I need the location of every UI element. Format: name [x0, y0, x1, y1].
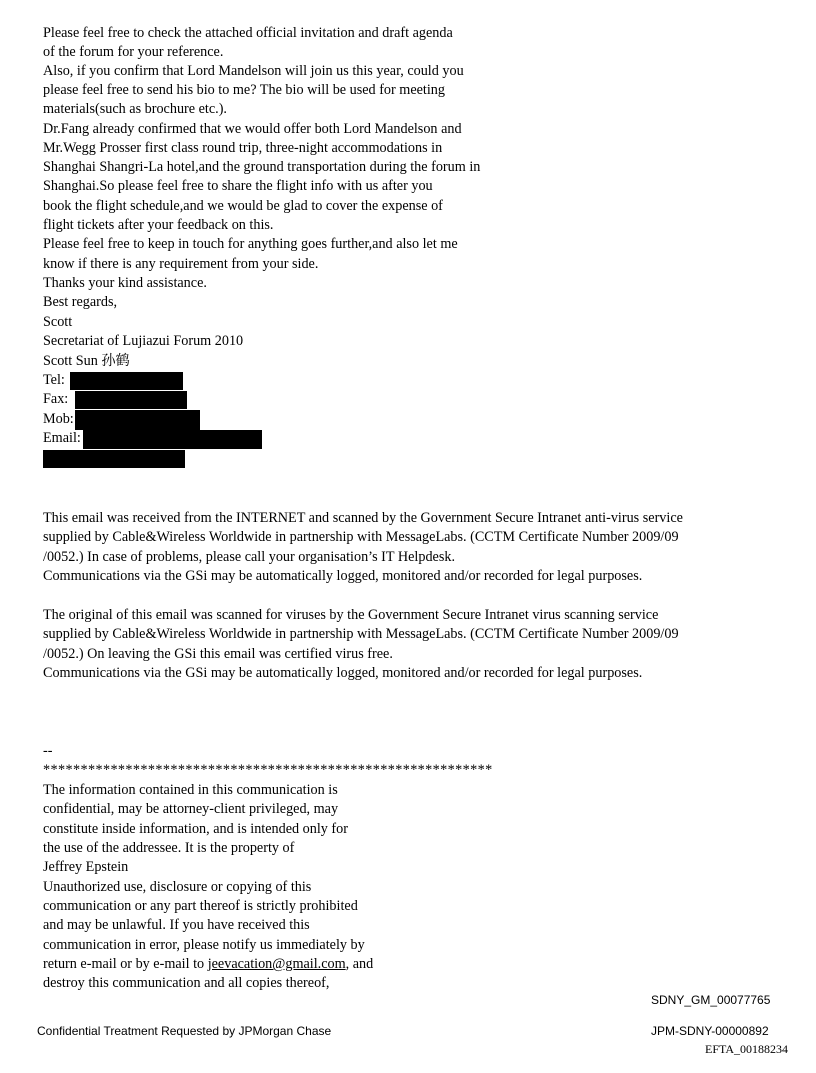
- body-line: Dr.Fang already confirmed that we would offer both Lord Mandelson and: [43, 121, 462, 137]
- notice-line: The original of this email was scanned for viruses by the Government Secure Intranet virus scanning service: [43, 607, 659, 623]
- notice-line: Communications via the GSi may be automatically logged, monitored and/or recorded for legal purposes.: [43, 568, 643, 584]
- body-line: please feel free to send his bio to me? The bio will be used for meeting: [43, 82, 445, 98]
- disclaimer-email-prefix: return e-mail or by e-mail to: [43, 956, 208, 972]
- body-line: know if there is any requirement from your side.: [43, 256, 319, 272]
- disclaimer-line: communication or any part thereof is strictly prohibited: [43, 898, 358, 914]
- body-line: Please feel free to keep in touch for anything goes further,and also let me: [43, 236, 458, 252]
- body-line: flight tickets after your feedback on this.: [43, 217, 274, 233]
- disclaimer-line: [43, 955, 373, 974]
- asterisk-divider: ************************************************************: [43, 762, 493, 778]
- disclaimer-email-suffix: , and: [345, 956, 374, 972]
- email-label: Email:: [43, 430, 81, 446]
- confidential-treatment-label: Confidential Treatment Requested by JPMorgan Chase: [37, 1024, 332, 1038]
- email-link[interactable]: jeevacation@gmail.com: [207, 956, 346, 972]
- redaction-block: [75, 410, 200, 430]
- body-line: Shanghai Shangri-La hotel,and the ground transportation during the forum in: [43, 159, 481, 175]
- body-line: Scott: [43, 314, 73, 330]
- disclaimer-line: Unauthorized use, disclosure or copying of this: [43, 879, 312, 895]
- body-line: Best regards,: [43, 294, 118, 310]
- body-line: Secretariat of Lujiazui Forum 2010: [43, 333, 244, 349]
- body-line: Also, if you confirm that Lord Mandelson will join us this year, could you: [43, 63, 464, 79]
- notice-line: Communications via the GSi may be automatically logged, monitored and/or recorded for legal purposes.: [43, 665, 643, 681]
- notice-line: /0052.) In case of problems, please call your organisation’s IT Helpdesk.: [43, 549, 455, 565]
- body-line: materials(such as brochure etc.).: [43, 101, 227, 117]
- fax-label: Fax:: [43, 391, 69, 407]
- disclaimer-line: constitute inside information, and is intended only for: [43, 821, 348, 837]
- efta-number: EFTA_00188234: [705, 1042, 789, 1056]
- notice-line: This email was received from the INTERNET and scanned by the Government Secure Intranet anti-virus service: [43, 510, 683, 526]
- redaction-block: [70, 372, 183, 390]
- redaction-block: [75, 391, 187, 409]
- disclaimer-line: the use of the addressee. It is the property of: [43, 840, 295, 856]
- body-line: Please feel free to check the attached official invitation and draft agenda: [43, 25, 453, 41]
- tel-label: Tel:: [43, 372, 65, 388]
- notice-line: /0052.) On leaving the GSi this email was certified virus free.: [43, 646, 393, 662]
- redaction-block: [83, 430, 262, 449]
- bates-number-jpm: JPM-SDNY-00000892: [651, 1024, 769, 1038]
- body-line: Scott Sun 孙鹤: [43, 353, 130, 369]
- body-line: book the flight schedule,and we would be glad to cover the expense of: [43, 198, 443, 214]
- body-line: of the forum for your reference.: [43, 44, 224, 60]
- signature-separator: --: [43, 743, 53, 759]
- disclaimer-line: and may be unlawful. If you have received this: [43, 917, 310, 933]
- disclaimer-line: The information contained in this communication is: [43, 782, 338, 798]
- mob-label: Mob:: [43, 411, 74, 427]
- bates-number-gm: SDNY_GM_00077765: [651, 993, 771, 1007]
- notice-line: supplied by Cable&Wireless Worldwide in partnership with MessageLabs. (CCTM Certificate Number 2009/09: [43, 529, 679, 545]
- disclaimer-line: destroy this communication and all copies thereof,: [43, 975, 330, 991]
- disclaimer-line: communication in error, please notify us immediately by: [43, 937, 365, 953]
- body-line: Thanks your kind assistance.: [43, 275, 207, 291]
- disclaimer-line: confidential, may be attorney-client privileged, may: [43, 801, 339, 817]
- notice-line: supplied by Cable&Wireless Worldwide in partnership with MessageLabs. (CCTM Certificate Number 2009/09: [43, 626, 679, 642]
- redaction-block: [43, 450, 185, 468]
- body-line: Mr.Wegg Prosser first class round trip, three-night accommodations in: [43, 140, 443, 156]
- body-line: Shanghai.So please feel free to share the flight info with us after you: [43, 178, 433, 194]
- disclaimer-line: Jeffrey Epstein: [43, 859, 129, 875]
